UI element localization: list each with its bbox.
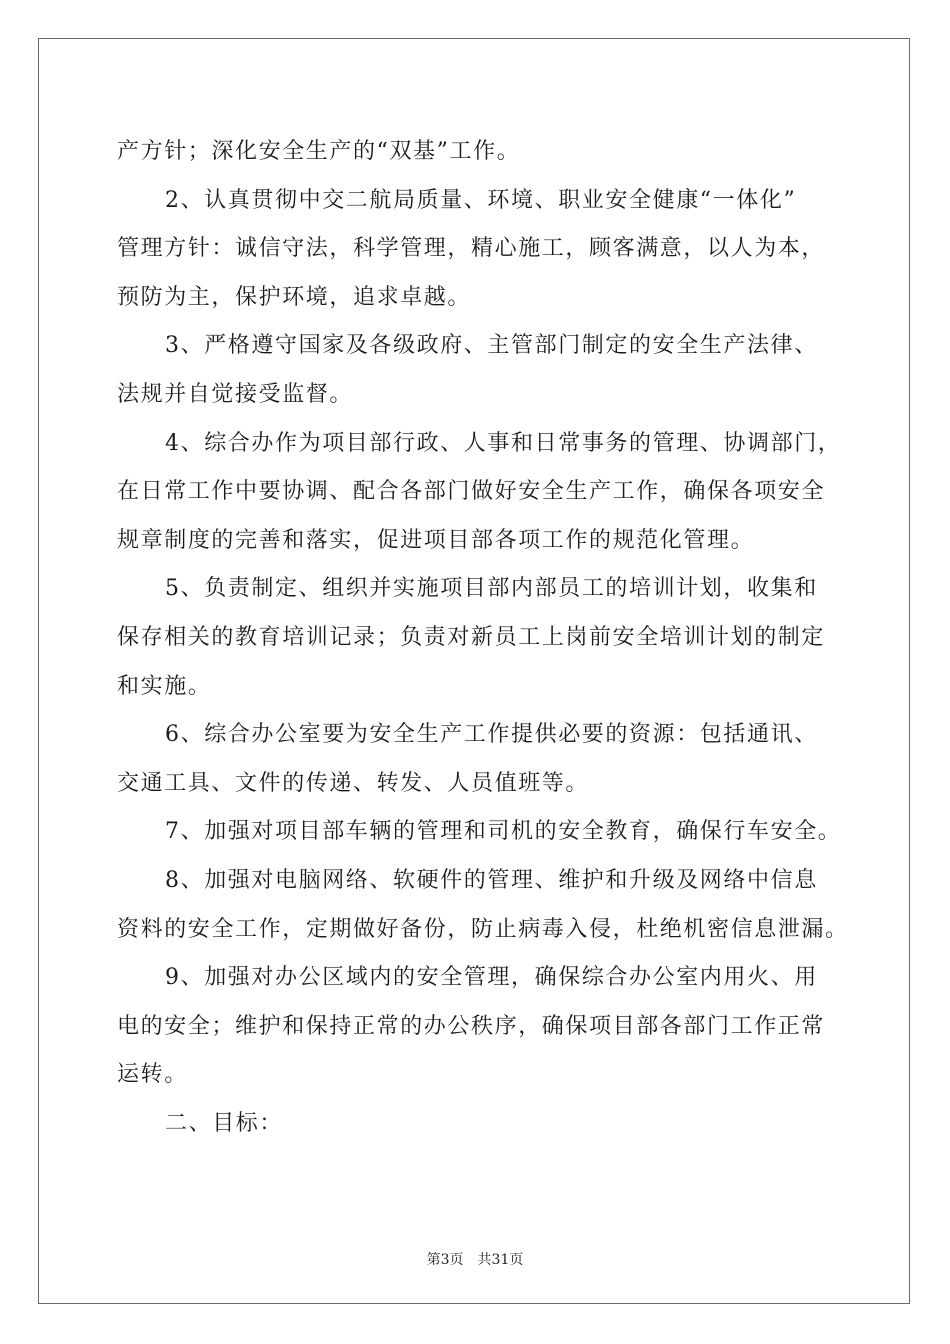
page-number: 第3页 (426, 1252, 464, 1268)
text-line: 运转。 (117, 1062, 188, 1088)
text-line: 4、综合办作为项目部行政、人事和日常事务的管理、协调部门， (165, 430, 842, 456)
text-line: 7、加强对项目部车辆的管理和司机的安全教育，确保行车安全。 (165, 819, 842, 845)
page-total: 共31页 (477, 1252, 524, 1268)
text-line: 保存相关的教育培训记录；负责对新员工上岗前安全培训计划的制定 (117, 624, 826, 650)
text-line: 电的安全；维护和保持正常的办公秩序，确保项目部各部门工作正常 (117, 1013, 826, 1039)
text-line: 预防为主，保护环境，追求卓越。 (117, 284, 472, 310)
text-line: 2、认真贯彻中交二航局质量、环境、职业安全健康“一体化” (165, 187, 797, 213)
text-line: 管理方针：诚信守法，科学管理，精心施工，顾客满意，以人为本， (117, 236, 826, 262)
text-line: 和实施。 (117, 673, 212, 699)
text-line: 规章制度的完善和落实，促进项目部各项工作的规范化管理。 (117, 527, 755, 553)
text-line: 6、综合办公室要为安全生产工作提供必要的资源：包括通讯、 (165, 722, 818, 748)
text-line: 5、负责制定、组织并实施项目部内部员工的培训计划，收集和 (165, 576, 818, 602)
text-line: 9、加强对办公区域内的安全管理，确保综合办公室内用火、用 (165, 965, 818, 991)
text-line: 在日常工作中要协调、配合各部门做好安全生产工作，确保各项安全 (117, 479, 826, 505)
text-line: 产方针；深化安全生产的“双基”工作。 (117, 139, 521, 164)
section-heading: 二、目标： (165, 1110, 284, 1136)
document-body (117, 128, 849, 1148)
text-line: 3、严格遵守国家及各级政府、主管部门制定的安全生产法律、 (165, 333, 818, 359)
text-line: 法规并自觉接受监督。 (117, 381, 354, 407)
page-footer (0, 1249, 950, 1269)
text-line: 交通工具、文件的传递、转发、人员值班等。 (117, 770, 590, 796)
text-line: 资料的安全工作，定期做好备份，防止病毒入侵，杜绝机密信息泄漏。 (117, 916, 849, 942)
text-line: 8、加强对电脑网络、软硬件的管理、维护和升级及网络中信息 (165, 867, 818, 893)
